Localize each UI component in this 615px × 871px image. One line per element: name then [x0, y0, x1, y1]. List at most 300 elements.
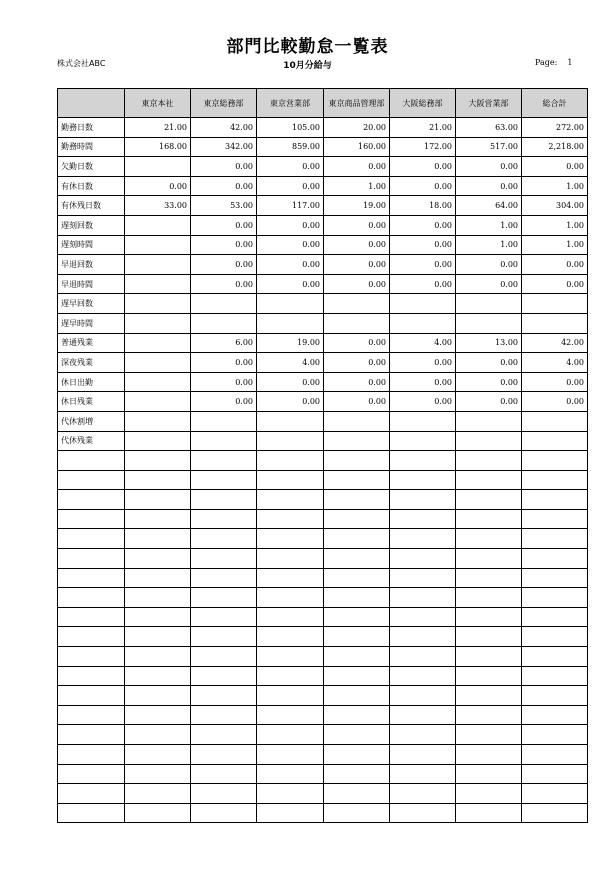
table-cell	[125, 235, 191, 255]
table-cell	[390, 686, 456, 706]
table-cell: 4.00	[390, 333, 456, 353]
table-cell: 0.00	[257, 157, 324, 177]
table-row	[58, 803, 588, 823]
table-cell	[522, 686, 588, 706]
table-cell: 0.00	[257, 392, 324, 412]
row-label	[58, 725, 125, 745]
table-row	[58, 392, 588, 412]
table-cell: 42.00	[191, 118, 257, 138]
table-cell	[257, 313, 324, 333]
table-cell	[522, 725, 588, 745]
row-label: 代休割増	[58, 411, 125, 431]
table-cell	[125, 274, 191, 294]
table-cell	[456, 803, 522, 823]
table-cell	[522, 431, 588, 451]
table-cell: 0.00	[191, 215, 257, 235]
table-cell: 63.00	[456, 118, 522, 138]
table-cell	[456, 647, 522, 667]
table-cell: 0.00	[390, 255, 456, 275]
table-cell	[324, 529, 390, 549]
table-cell	[257, 490, 324, 510]
table-cell: 0.00	[390, 392, 456, 412]
table-cell	[257, 784, 324, 804]
table-cell	[125, 509, 191, 529]
row-label	[58, 607, 125, 627]
table-cell	[456, 509, 522, 529]
table-cell	[324, 294, 390, 314]
table-cell: 0.00	[324, 255, 390, 275]
page-number: 1	[567, 58, 573, 67]
row-label	[58, 509, 125, 529]
table-cell: 0.00	[324, 333, 390, 353]
table-cell	[522, 607, 588, 627]
table-cell	[125, 490, 191, 510]
table-cell	[390, 803, 456, 823]
table-cell	[125, 764, 191, 784]
table-cell	[456, 607, 522, 627]
table-cell: 0.00	[522, 255, 588, 275]
table-cell: 1.00	[324, 176, 390, 196]
row-label	[58, 627, 125, 647]
table-cell	[324, 764, 390, 784]
table-row	[58, 529, 588, 549]
column-header: 東京本社	[125, 89, 191, 118]
table-cell: 0.00	[522, 157, 588, 177]
table-cell	[324, 549, 390, 569]
table-cell	[191, 470, 257, 490]
table-cell: 42.00	[522, 333, 588, 353]
table-cell	[522, 568, 588, 588]
row-label: 遅早時間	[58, 313, 125, 333]
table-cell	[191, 705, 257, 725]
table-body	[58, 118, 588, 823]
table-cell: 859.00	[257, 137, 324, 157]
table-cell: 172.00	[390, 137, 456, 157]
page-label: Page:	[535, 58, 558, 67]
row-label	[58, 549, 125, 569]
table-cell	[324, 745, 390, 765]
table-cell: 0.00	[324, 274, 390, 294]
table-cell: 0.00	[456, 274, 522, 294]
table-cell: 20.00	[324, 118, 390, 138]
table-row	[58, 647, 588, 667]
table-cell: 19.00	[257, 333, 324, 353]
header-corner-cell	[58, 89, 125, 118]
table-cell	[390, 627, 456, 647]
table-cell	[125, 215, 191, 235]
row-label: 普通残業	[58, 333, 125, 353]
row-label: 早退時間	[58, 274, 125, 294]
page-indicator	[535, 58, 572, 67]
table-cell: 0.00	[390, 353, 456, 373]
row-label	[58, 529, 125, 549]
row-label	[58, 647, 125, 667]
table-cell	[191, 745, 257, 765]
row-label	[58, 764, 125, 784]
pay-period: 10月分給与	[283, 61, 332, 71]
table-row	[58, 313, 588, 333]
table-cell: 0.00	[191, 176, 257, 196]
table-cell	[125, 705, 191, 725]
table-row	[58, 627, 588, 647]
table-cell: 304.00	[522, 196, 588, 216]
table-cell	[191, 549, 257, 569]
table-cell: 0.00	[390, 157, 456, 177]
table-row	[58, 666, 588, 686]
table-cell	[324, 568, 390, 588]
table-cell: 0.00	[191, 157, 257, 177]
table-cell	[324, 666, 390, 686]
table-cell: 0.00	[324, 392, 390, 412]
table-cell	[390, 705, 456, 725]
table-cell	[191, 784, 257, 804]
table-cell	[390, 431, 456, 451]
table-cell	[522, 627, 588, 647]
table-cell: 0.00	[522, 372, 588, 392]
table-cell: 0.00	[390, 176, 456, 196]
table-cell	[191, 803, 257, 823]
table-cell	[522, 647, 588, 667]
table-cell	[390, 784, 456, 804]
row-label: 深夜残業	[58, 353, 125, 373]
table-row	[58, 705, 588, 725]
table-cell	[191, 490, 257, 510]
table-cell: 0.00	[191, 392, 257, 412]
table-cell	[257, 294, 324, 314]
table-cell: 1.00	[522, 215, 588, 235]
table-cell	[456, 411, 522, 431]
table-row	[58, 549, 588, 569]
table-cell	[125, 745, 191, 765]
row-label	[58, 588, 125, 608]
table-cell: 0.00	[324, 353, 390, 373]
table-cell: 272.00	[522, 118, 588, 138]
table-cell: 105.00	[257, 118, 324, 138]
table-cell	[522, 803, 588, 823]
table-cell	[125, 666, 191, 686]
column-header: 東京商品管理部	[324, 89, 390, 118]
table-cell	[191, 509, 257, 529]
table-cell	[257, 705, 324, 725]
table-cell	[191, 607, 257, 627]
table-row	[58, 235, 588, 255]
table-row	[58, 411, 588, 431]
table-cell	[125, 313, 191, 333]
table-cell: 21.00	[390, 118, 456, 138]
table-cell	[125, 411, 191, 431]
table-cell	[191, 411, 257, 431]
table-cell	[324, 470, 390, 490]
table-cell	[257, 725, 324, 745]
table-row	[58, 764, 588, 784]
row-label	[58, 666, 125, 686]
table-cell	[522, 411, 588, 431]
table-cell	[257, 588, 324, 608]
table-cell	[456, 490, 522, 510]
table-cell: 0.00	[257, 372, 324, 392]
table-cell: 64.00	[456, 196, 522, 216]
column-header: 大阪営業部	[456, 89, 522, 118]
table-cell	[324, 784, 390, 804]
table-cell	[324, 588, 390, 608]
table-cell	[257, 607, 324, 627]
row-label: 遅刻時間	[58, 235, 125, 255]
table-cell	[456, 451, 522, 471]
table-row	[58, 686, 588, 706]
table-cell	[390, 549, 456, 569]
table-cell: 0.00	[257, 235, 324, 255]
row-label: 欠勤日数	[58, 157, 125, 177]
row-label: 有休日数	[58, 176, 125, 196]
table-row	[58, 509, 588, 529]
table-row	[58, 137, 588, 157]
table-cell: 33.00	[125, 196, 191, 216]
row-label	[58, 451, 125, 471]
table-cell: 0.00	[456, 176, 522, 196]
row-label: 休日出勤	[58, 372, 125, 392]
table-cell	[390, 607, 456, 627]
table-cell: 0.00	[456, 157, 522, 177]
table-cell	[125, 333, 191, 353]
table-cell	[390, 451, 456, 471]
table-cell	[257, 666, 324, 686]
table-cell: 0.00	[456, 353, 522, 373]
table-cell	[522, 529, 588, 549]
table-cell	[456, 666, 522, 686]
table-cell	[456, 588, 522, 608]
table-cell	[324, 431, 390, 451]
table-cell	[125, 294, 191, 314]
table-cell	[390, 529, 456, 549]
table-cell	[456, 294, 522, 314]
table-cell	[522, 764, 588, 784]
table-cell	[324, 490, 390, 510]
table-cell	[522, 294, 588, 314]
row-label	[58, 568, 125, 588]
table-cell	[390, 588, 456, 608]
table-cell	[125, 392, 191, 412]
table-row	[58, 568, 588, 588]
table-row	[58, 784, 588, 804]
table-cell	[390, 764, 456, 784]
table-cell	[257, 431, 324, 451]
table-cell	[456, 764, 522, 784]
row-label	[58, 784, 125, 804]
table-cell: 0.00	[191, 235, 257, 255]
table-cell: 0.00	[324, 372, 390, 392]
table-cell	[324, 803, 390, 823]
table-cell: 4.00	[257, 353, 324, 373]
table-cell: 0.00	[390, 235, 456, 255]
table-cell	[456, 529, 522, 549]
row-label: 代休残業	[58, 431, 125, 451]
column-header: 東京営業部	[257, 89, 324, 118]
table-cell	[257, 745, 324, 765]
table-cell: 0.00	[390, 274, 456, 294]
table-cell	[125, 470, 191, 490]
table-cell: 0.00	[191, 372, 257, 392]
table-cell	[125, 353, 191, 373]
table-cell	[125, 686, 191, 706]
table-cell	[456, 627, 522, 647]
table-cell	[522, 490, 588, 510]
table-cell	[390, 411, 456, 431]
table-cell	[191, 647, 257, 667]
table-cell: 21.00	[125, 118, 191, 138]
table-cell	[522, 509, 588, 529]
company-name: 株式会社ABC	[57, 59, 106, 68]
table-cell	[390, 490, 456, 510]
table-row	[58, 274, 588, 294]
table-cell: 0.00	[257, 255, 324, 275]
table-cell	[522, 784, 588, 804]
table-row	[58, 157, 588, 177]
table-cell: 0.00	[390, 215, 456, 235]
table-header-row	[58, 89, 588, 118]
table-cell	[257, 803, 324, 823]
table-cell: 1.00	[456, 215, 522, 235]
table-cell	[125, 431, 191, 451]
table-cell	[390, 666, 456, 686]
table-cell: 0.00	[390, 372, 456, 392]
report-title: 部門比較勤怠一覧表	[226, 37, 389, 57]
table-cell	[257, 470, 324, 490]
row-label: 勤務時間	[58, 137, 125, 157]
table-cell	[191, 451, 257, 471]
table-cell	[257, 509, 324, 529]
table-cell	[191, 313, 257, 333]
table-cell: 1.00	[522, 235, 588, 255]
table-row	[58, 745, 588, 765]
table-cell	[522, 313, 588, 333]
table-cell	[522, 705, 588, 725]
table-cell: 517.00	[456, 137, 522, 157]
table-cell	[191, 764, 257, 784]
column-header: 大阪総務部	[390, 89, 456, 118]
table-cell	[125, 803, 191, 823]
table-cell: 6.00	[191, 333, 257, 353]
table-cell	[125, 588, 191, 608]
table-row	[58, 607, 588, 627]
table-cell	[390, 470, 456, 490]
table-cell	[456, 745, 522, 765]
table-cell	[257, 764, 324, 784]
table-cell	[324, 686, 390, 706]
column-header: 総合計	[522, 89, 588, 118]
table-cell	[125, 255, 191, 275]
table-cell: 0.00	[191, 353, 257, 373]
table-row	[58, 470, 588, 490]
table-cell: 0.00	[191, 274, 257, 294]
table-cell	[390, 294, 456, 314]
table-cell: 342.00	[191, 137, 257, 157]
table-row	[58, 588, 588, 608]
table-row	[58, 118, 588, 138]
row-label: 遅早回数	[58, 294, 125, 314]
table-cell	[390, 725, 456, 745]
table-cell: 0.00	[257, 274, 324, 294]
table-cell: 2,218.00	[522, 137, 588, 157]
table-row	[58, 451, 588, 471]
table-cell: 0.00	[191, 255, 257, 275]
table-cell: 0.00	[257, 215, 324, 235]
table-cell	[390, 313, 456, 333]
table-cell: 0.00	[522, 274, 588, 294]
table-cell	[257, 647, 324, 667]
table-cell	[456, 568, 522, 588]
table-row	[58, 215, 588, 235]
table-cell	[125, 725, 191, 745]
table-cell	[324, 451, 390, 471]
table-cell	[125, 529, 191, 549]
table-cell	[390, 568, 456, 588]
table-cell	[125, 627, 191, 647]
table-cell: 0.00	[456, 372, 522, 392]
table-cell: 13.00	[456, 333, 522, 353]
table-cell	[191, 431, 257, 451]
table-cell	[257, 627, 324, 647]
table-cell: 0.00	[257, 176, 324, 196]
table-cell	[456, 686, 522, 706]
table-cell: 0.00	[522, 392, 588, 412]
table-cell	[257, 568, 324, 588]
row-label: 遅刻回数	[58, 215, 125, 235]
row-label: 早退回数	[58, 255, 125, 275]
table-cell	[324, 705, 390, 725]
table-row	[58, 353, 588, 373]
table-row	[58, 725, 588, 745]
table-cell: 1.00	[456, 235, 522, 255]
table-cell: 168.00	[125, 137, 191, 157]
row-label: 有休残日数	[58, 196, 125, 216]
table-cell	[191, 294, 257, 314]
table-cell: 53.00	[191, 196, 257, 216]
table-cell: 4.00	[522, 353, 588, 373]
table-cell	[522, 549, 588, 569]
table-cell	[191, 568, 257, 588]
table-cell	[324, 627, 390, 647]
row-label: 勤務日数	[58, 118, 125, 138]
table-cell	[522, 745, 588, 765]
table-cell	[257, 686, 324, 706]
row-label	[58, 745, 125, 765]
table-row	[58, 294, 588, 314]
table-cell	[456, 313, 522, 333]
table-cell	[522, 451, 588, 471]
table-row	[58, 176, 588, 196]
table-cell	[456, 705, 522, 725]
table-cell	[125, 568, 191, 588]
table-cell	[125, 647, 191, 667]
table-cell	[125, 549, 191, 569]
table-cell	[324, 509, 390, 529]
table-cell	[125, 607, 191, 627]
table-cell	[125, 372, 191, 392]
table-cell	[191, 725, 257, 745]
row-label: 休日残業	[58, 392, 125, 412]
table-cell: 1.00	[522, 176, 588, 196]
table-cell	[456, 470, 522, 490]
row-label	[58, 490, 125, 510]
row-label	[58, 686, 125, 706]
table-cell	[324, 313, 390, 333]
table-cell	[191, 627, 257, 647]
table-row	[58, 333, 588, 353]
table-cell	[522, 666, 588, 686]
row-label	[58, 470, 125, 490]
table-row	[58, 490, 588, 510]
table-cell	[125, 157, 191, 177]
